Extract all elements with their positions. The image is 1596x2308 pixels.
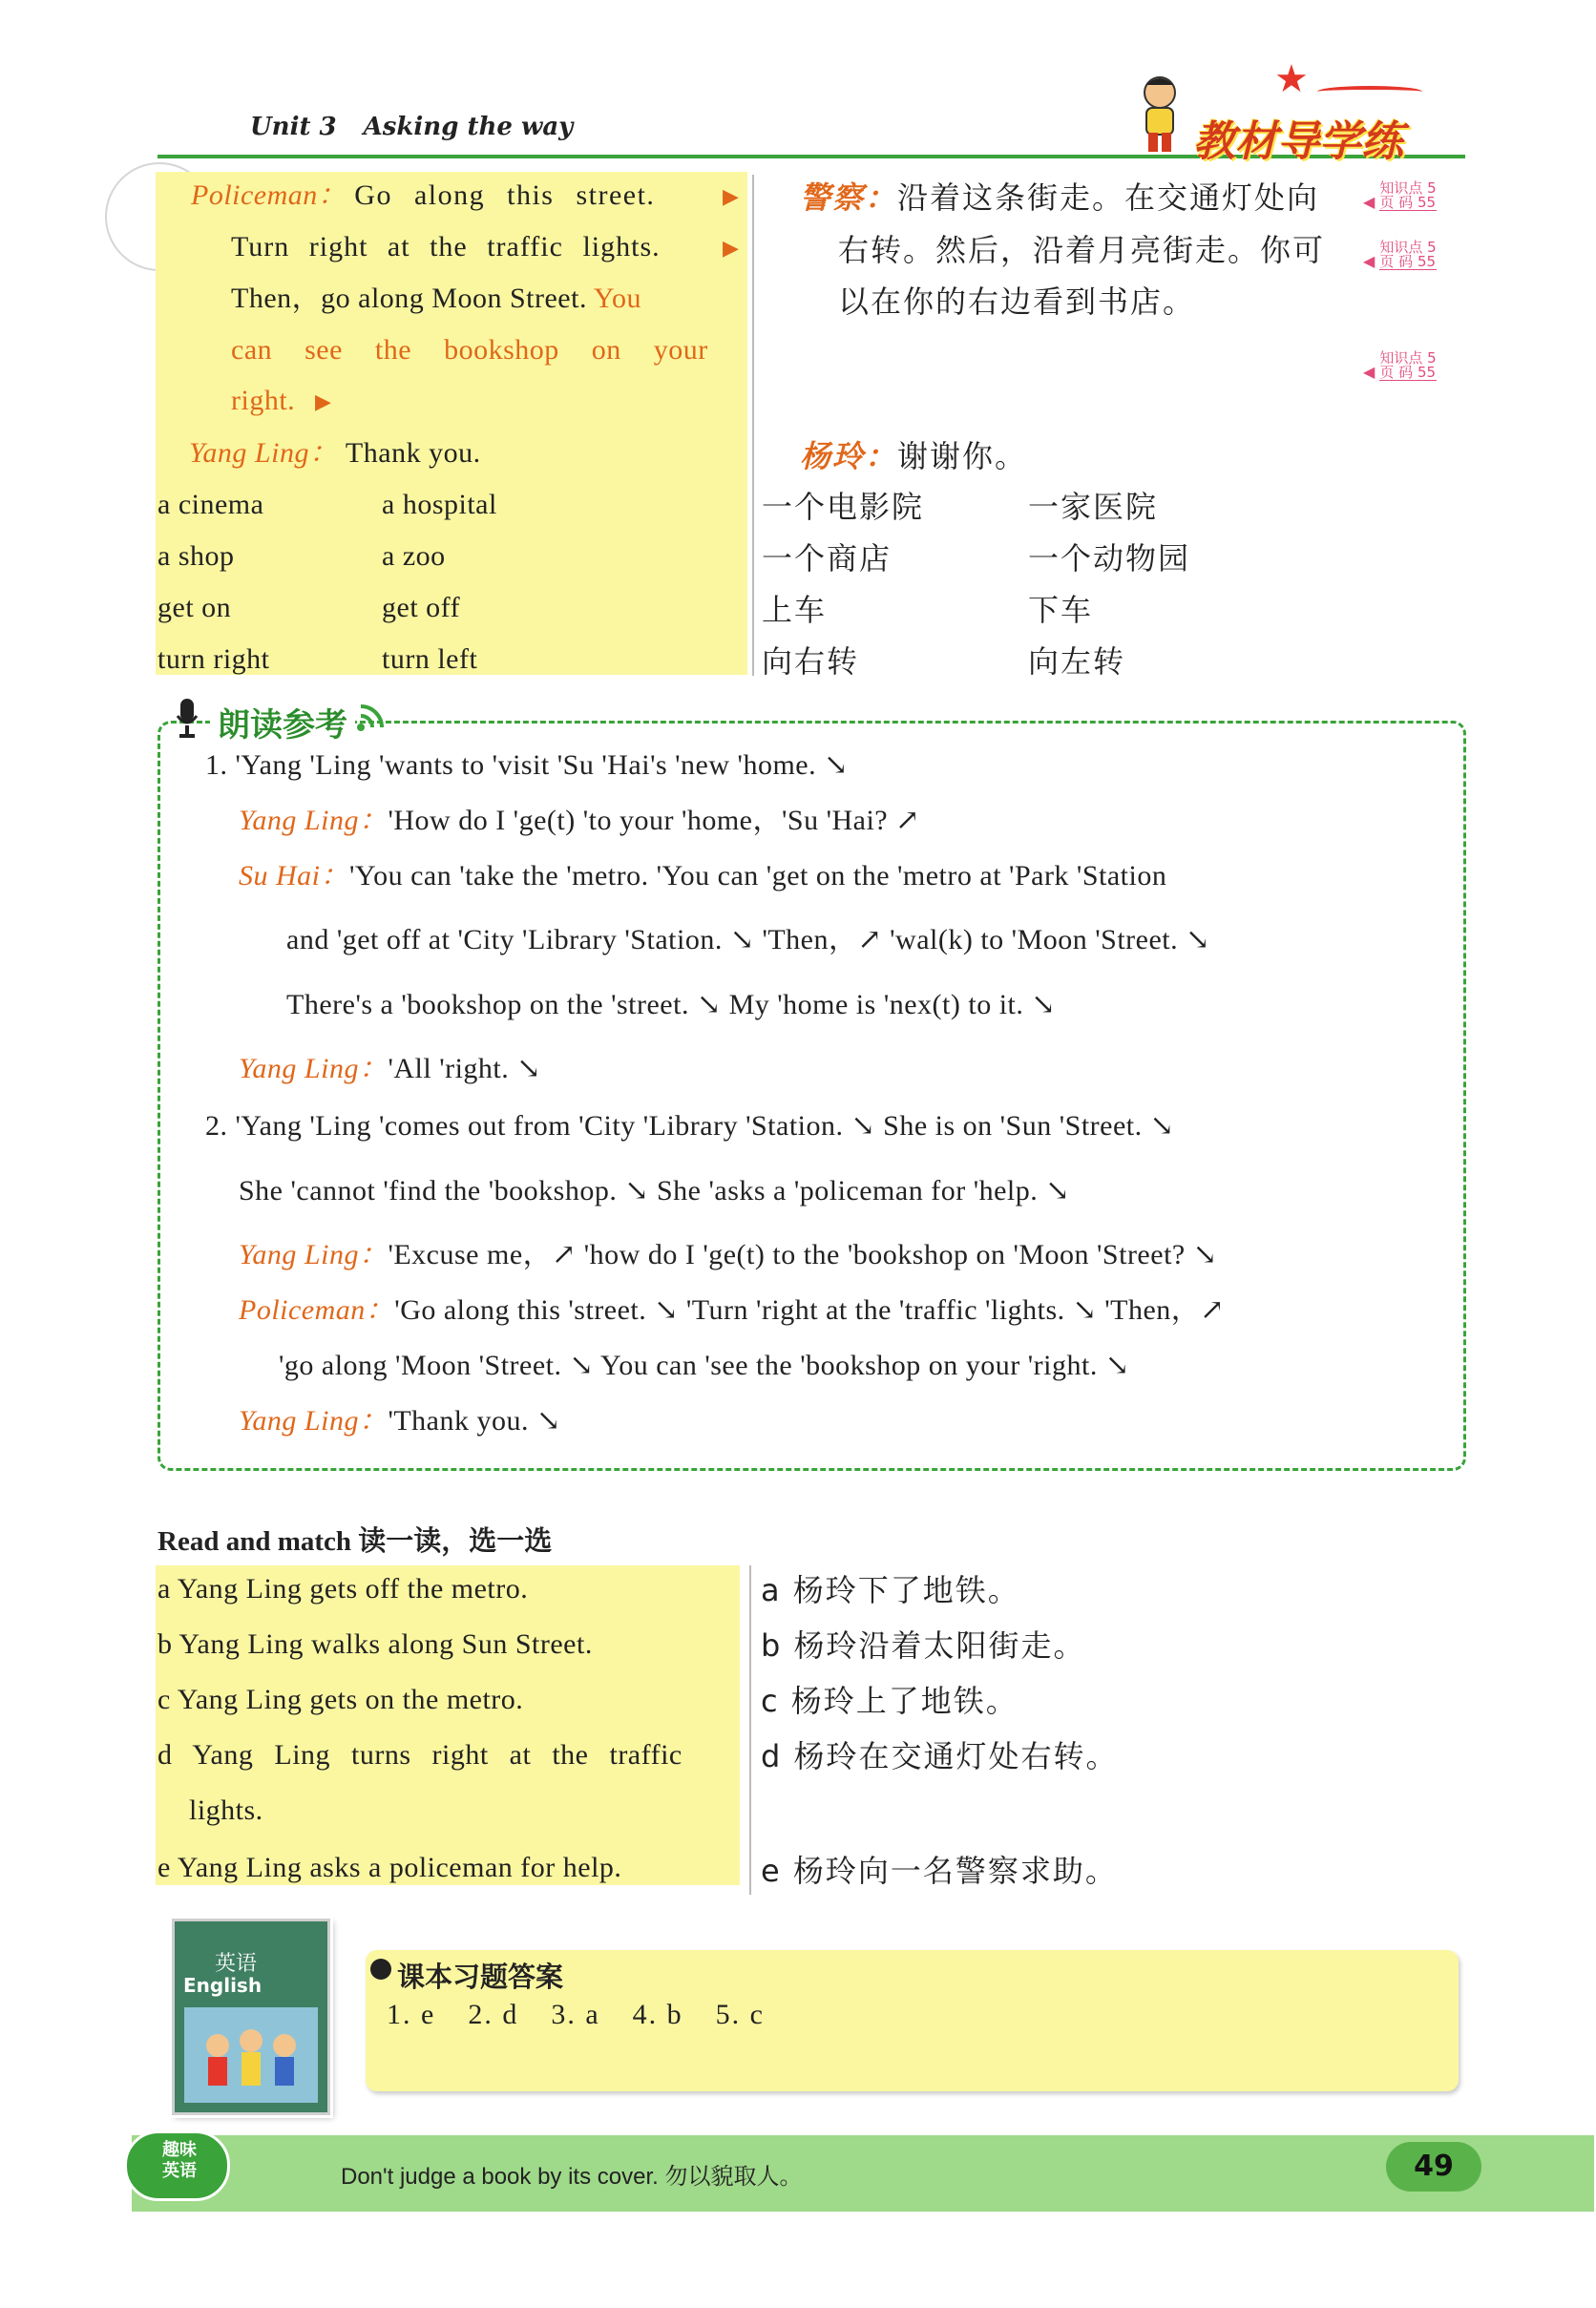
- match-item: a Yang Ling gets off the metro.: [158, 1573, 529, 1605]
- unit-number: Unit 3: [250, 113, 337, 141]
- speaker-yang-ling: Yang Ling：: [239, 1239, 388, 1270]
- match-heading: [158, 1520, 552, 1559]
- vocab-item: get off: [382, 592, 461, 623]
- triangle-marker-icon: ▶: [315, 390, 331, 414]
- speaker-yang-ling-cn: 杨玲：: [800, 438, 898, 474]
- vocab-item: a shop: [158, 540, 235, 572]
- arrow-left-icon: ◀: [1363, 363, 1376, 381]
- dialogue-line-highlight: You: [593, 283, 642, 314]
- key-icon: [370, 1959, 391, 1980]
- reading-line: 2. 'Yang 'Ling 'comes out from 'City 'Library 'Station. ↘ She is on 'Sun 'Street. ↘: [205, 1110, 1175, 1142]
- dialogue-line-cn: 沿着这条街走。在交通灯处向: [897, 179, 1320, 216]
- reading-line: 'Go along this 'street. ↘ 'Turn 'right at the 'traffic 'lights. ↘ 'Then，↗: [394, 1294, 1225, 1326]
- reading-title: 朗读参考: [210, 699, 355, 745]
- footer-logo-line: 英语: [162, 2161, 197, 2181]
- unit-title: Asking the way: [363, 113, 574, 141]
- brand-swoosh: [1317, 86, 1422, 97]
- reading-line: 'All 'right. ↘: [388, 1053, 541, 1084]
- match-item-cont: lights.: [189, 1794, 263, 1826]
- speaker-policeman: Policeman：: [191, 179, 347, 211]
- speaker-yang-ling: Yang Ling：: [239, 1053, 388, 1084]
- footer-proverb: Don't judge a book by its cover. 勿以貌取人。: [341, 2164, 803, 2190]
- dialogue-line-cn: 以在你的右边看到书店。: [838, 283, 1196, 320]
- dialogue-line-cn: 谢谢你。: [897, 438, 1028, 474]
- vocab-item: get on: [158, 592, 232, 623]
- reading-line: 1. 'Yang 'Ling 'wants to 'visit 'Su 'Hai's 'new 'home. ↘: [205, 749, 849, 781]
- boy-mascot-icon: [1122, 72, 1198, 157]
- answer-list: [387, 1999, 797, 2031]
- speaker-yang-ling: Yang Ling：: [189, 437, 339, 469]
- vocab-item-cn: 一个动物园: [1028, 540, 1191, 577]
- match-heading-en: Read and match: [158, 1526, 352, 1557]
- arrow-left-icon: ◀: [1363, 252, 1376, 270]
- reading-line: There's a 'bookshop on the 'street. ↘ My 'home is 'nex(t) to it. ↘: [286, 989, 1056, 1020]
- unit-label: [250, 113, 599, 141]
- match-highlight: [156, 1565, 740, 1885]
- sound-wave-icon: [355, 701, 393, 733]
- speaker-su-hai: Su Hai：: [239, 860, 349, 892]
- knowledge-tag-bottom: 页 码 55: [1379, 194, 1437, 211]
- vocab-item-cn: 向左转: [1028, 643, 1126, 680]
- answer-item: 3. a: [551, 1999, 600, 2030]
- dialogue-line: Go along this street.: [354, 179, 656, 211]
- knowledge-tag-top: 知识点 5: [1379, 179, 1437, 197]
- book-title: 英语: [215, 1952, 258, 1976]
- reading-line: 'How do I 'ge(t) 'to your 'home，'Su 'Hai? ↗: [388, 805, 920, 836]
- speaker-policeman-cn: 警察：: [800, 179, 898, 216]
- vocab-item-cn: 下车: [1028, 592, 1094, 628]
- speaker-yang-ling: Yang Ling：: [239, 1405, 388, 1437]
- page-number: 49: [1386, 2142, 1481, 2192]
- knowledge-tag-top: 知识点 5: [1379, 349, 1437, 367]
- answer-item: 5. c: [715, 1999, 765, 2030]
- match-item-cn: b 杨玲沿着太阳街走。: [761, 1627, 1086, 1664]
- match-item: e Yang Ling asks a policeman for help.: [158, 1852, 622, 1883]
- reading-line: 'Thank you. ↘: [388, 1405, 561, 1437]
- knowledge-tag-bottom: 页 码 55: [1379, 253, 1437, 270]
- match-item-cn: c 杨玲上了地铁。: [761, 1683, 1018, 1719]
- answer-item: 1. e: [387, 1999, 436, 2030]
- triangle-marker-icon: ▶: [723, 237, 739, 261]
- dialogue-line: Turn right at the traffic lights.: [231, 231, 661, 262]
- vocab-item-cn: 向右转: [762, 643, 860, 680]
- footer-logo-line: 趣味: [162, 2140, 197, 2160]
- reading-line: She 'cannot 'find the 'bookshop. ↘ She 'asks a 'policeman for 'help. ↘: [239, 1175, 1070, 1206]
- triangle-marker-icon: ▶: [723, 185, 739, 209]
- match-item: b Yang Ling walks along Sun Street.: [158, 1628, 593, 1660]
- vocab-item: a hospital: [382, 489, 497, 520]
- footer-logo-text: [162, 2140, 197, 2182]
- star-icon: ★: [1274, 57, 1309, 101]
- column-divider: [752, 175, 754, 676]
- vocab-item: turn left: [382, 643, 478, 675]
- arrow-left-icon: ◀: [1363, 193, 1376, 211]
- reading-line: 'You can 'take the 'metro. 'You can 'get on the 'metro at 'Park 'Station: [349, 860, 1167, 892]
- speaker-policeman: Policeman：: [239, 1294, 395, 1326]
- match-item-cn: d 杨玲在交通灯处右转。: [761, 1738, 1119, 1774]
- knowledge-tag: [1363, 241, 1437, 270]
- knowledge-tag-top: 知识点 5: [1379, 239, 1437, 256]
- reading-line: 'go along 'Moon 'Street. ↘ You can 'see the 'bookshop on your 'right. ↘: [279, 1350, 1130, 1381]
- dialogue-line-highlight: can see the bookshop on your: [231, 334, 708, 366]
- vocab-item: a cinema: [158, 489, 264, 520]
- knowledge-tag: [1363, 351, 1437, 381]
- dialogue-line-highlight: right.: [231, 385, 296, 416]
- vocab-item-cn: 一家医院: [1028, 489, 1159, 525]
- book-subtitle: English: [183, 1974, 262, 1997]
- dialogue-line: Thank you.: [345, 437, 481, 469]
- vocab-item: a zoo: [382, 540, 446, 572]
- vocab-item-cn: 一个商店: [762, 540, 892, 577]
- vocab-item-cn: 一个电影院: [762, 489, 925, 525]
- vocab-item: turn right: [158, 643, 270, 675]
- dialogue-line-cn: 右转。然后，沿着月亮街走。你可: [838, 232, 1326, 268]
- match-item-cn: e 杨玲向一名警察求助。: [761, 1853, 1118, 1889]
- answer-item: 4. b: [632, 1999, 683, 2030]
- match-heading-cn: 读一读，选一选: [358, 1524, 553, 1557]
- reading-line: and 'get off at 'City 'Library 'Station. ↘ 'Then，↗ 'wal(k) to 'Moon 'Street. ↘: [286, 924, 1210, 955]
- match-item-cn: a 杨玲下了地铁。: [761, 1572, 1020, 1608]
- vocab-item-cn: 上车: [762, 592, 828, 628]
- reading-line: 'Excuse me，↗ 'how do I 'ge(t) to the 'bookshop on 'Moon 'Street? ↘: [388, 1239, 1218, 1270]
- brand-title: 教材导学练: [1193, 117, 1403, 166]
- knowledge-tag: [1363, 181, 1437, 211]
- answer-item: 2. d: [468, 1999, 519, 2030]
- match-item: c Yang Ling gets on the metro.: [158, 1684, 524, 1715]
- column-divider: [749, 1565, 751, 1895]
- knowledge-tag-bottom: 页 码 55: [1379, 364, 1437, 381]
- match-item: d Yang Ling turns right at the traffic: [158, 1739, 682, 1771]
- speaker-yang-ling: Yang Ling：: [239, 805, 388, 836]
- answer-title: 课本习题答案: [397, 1961, 564, 1993]
- dialogue-line: Then，go along Moon Street.: [231, 283, 587, 314]
- microphone-icon: [175, 697, 200, 739]
